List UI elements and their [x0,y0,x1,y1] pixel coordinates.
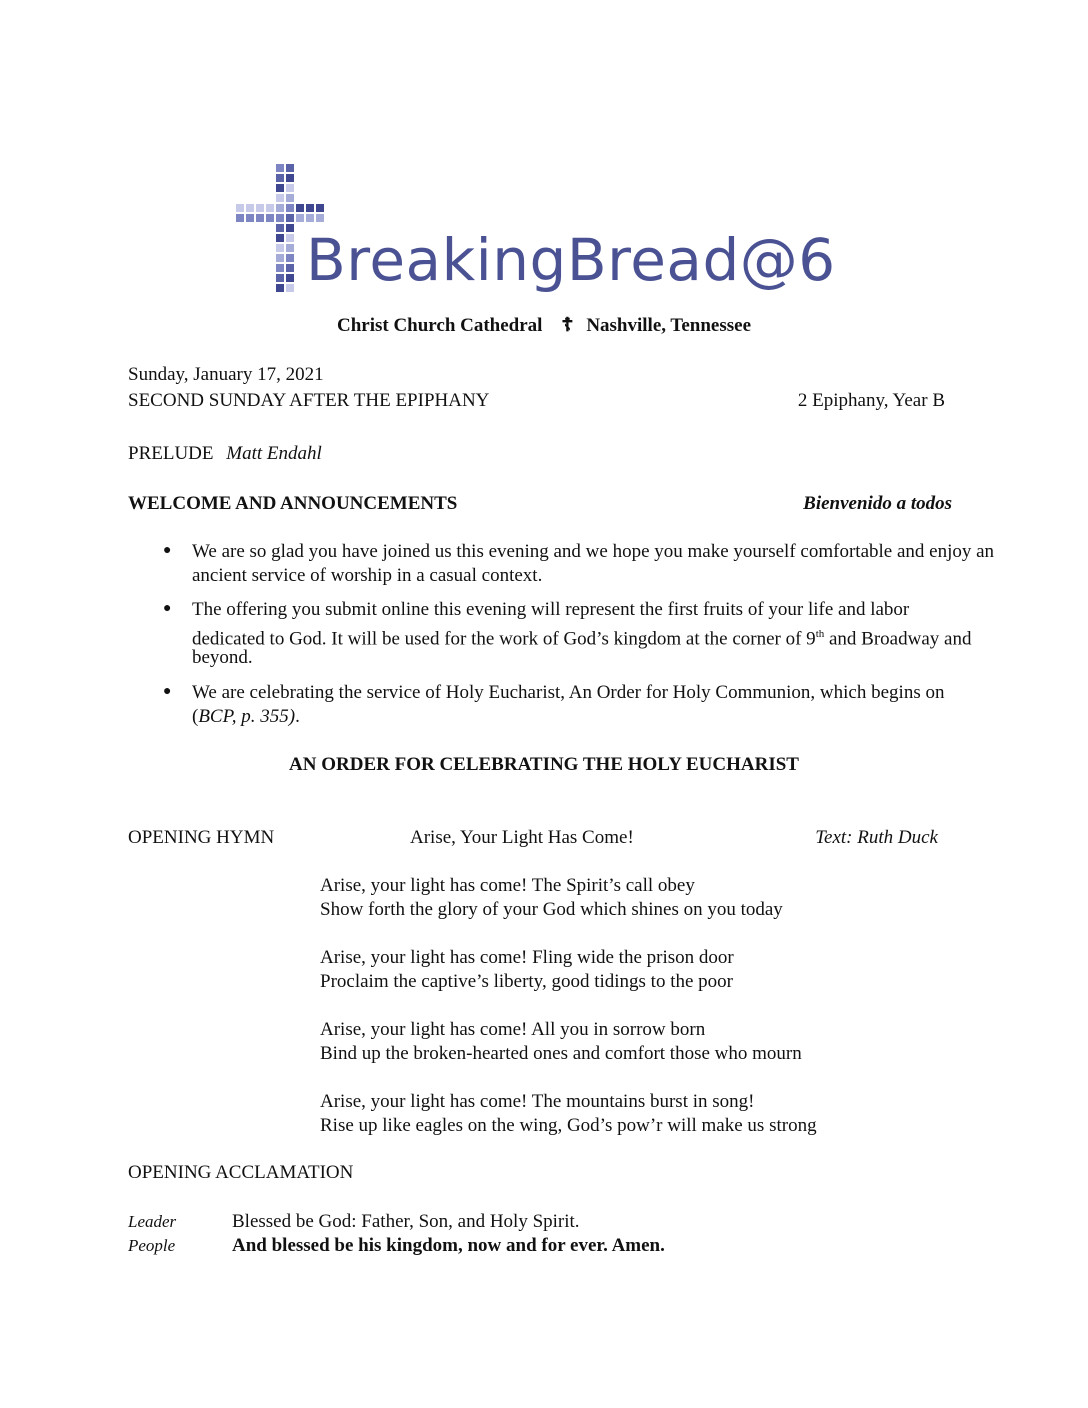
cross-tile [266,204,274,212]
cross-tile [266,214,274,222]
cross-tile [276,194,284,202]
hymn-line: Show forth the glory of your God which shines on you today [320,899,783,920]
cross-tile [276,174,284,182]
cross-tile [246,214,254,222]
hymn-line: Proclaim the captive’s liberty, good tidings to the poor [320,971,733,992]
cross-tile [256,214,264,222]
prelude [128,442,322,466]
cross-tile [296,214,304,222]
bullet-icon: ● [163,543,172,558]
cross-tile [276,184,284,192]
cross-tile [286,174,294,182]
cross-tile [286,194,294,202]
cross-tile [316,214,324,222]
hymn-line: Rise up like eagles on the wing, God’s pow’r will make us strong [320,1115,817,1136]
cross-tile [276,234,284,242]
church-location: Nashville, Tennessee [586,315,752,336]
announcement-line: We are so glad you have joined us this evening and we hope you make yourself comfortable and enjoy an [192,541,995,562]
logo-wordmark: BreakingBread@6 [306,226,836,294]
prelude-label: PRELUDE [128,443,214,464]
bcp-reference: BCP, p. 355) [198,706,296,727]
cross-tile [286,254,294,262]
logo [236,164,866,300]
cross-tile [256,204,264,212]
cross-tile [286,234,294,242]
bullet-icon: ● [163,684,172,699]
announcement-line: We are celebrating the service of Holy Eucharist, An Order for Holy Communion, which begins on [192,682,945,703]
service-date: Sunday, January 17, 2021 [128,364,324,385]
announcement-line: ancient service of worship in a casual context. [192,565,543,586]
cross-tile [286,184,294,192]
hymn-line: Arise, your light has come! The Spirit’s call obey [320,875,695,896]
cross-tile [286,204,294,212]
cross-tile [236,214,244,222]
church-name: Christ Church Cathedral [336,315,543,336]
hymn-line: Arise, your light has come! All you in sorrow born [320,1019,706,1040]
cross-tile [276,274,284,282]
period: . [295,706,300,727]
announcement-line [192,705,300,729]
cross-tile [286,264,294,272]
cross-tile [276,244,284,252]
leader-text: Blessed be God: Father, Son, and Holy Spirit. [232,1211,580,1232]
cross-tile [306,214,314,222]
cross-tile [286,284,294,292]
people-role: People [128,1236,176,1255]
hymn-credit: Text: Ruth Duck [815,827,938,848]
announcement-text: dedicated to God. It will be used for the work of God’s kingdom at the corner of 9 [192,628,816,650]
cross-tile [276,224,284,232]
bullet-icon: ● [163,601,172,616]
cross-separator-icon: ☦ [561,315,574,336]
cross-tile [236,204,244,212]
hymn-line: Bind up the broken-hearted ones and comfort those who mourn [320,1043,802,1064]
cross-tile [246,204,254,212]
announcement-line: beyond. [192,647,253,668]
cross-tile [286,164,294,172]
cross-tile [316,204,324,212]
church-header [0,314,1088,338]
welcome-greeting: Bienvenido a todos [803,493,952,514]
cross-tile [306,204,314,212]
ordinal-superscript: th [815,628,825,640]
cross-tile [276,164,284,172]
cross-tile [276,214,284,222]
welcome-heading: WELCOME AND ANNOUNCEMENTS [128,493,458,514]
hymn-label: OPENING HYMN [128,827,275,848]
leader-role: Leader [128,1212,177,1231]
cross-tile [286,214,294,222]
cross-tile [276,254,284,262]
cross-tile [286,274,294,282]
hymn-line: Arise, your light has come! Fling wide the prison door [320,947,734,968]
announcement-line: The offering you submit online this evening will represent the first fruits of your life and labor [192,599,910,620]
announcement-text: and Broadway and [824,628,972,650]
people-text: And blessed be his kingdom, now and for ever. Amen. [232,1235,665,1256]
announcement-line [192,622,971,651]
order-title: AN ORDER FOR CELEBRATING THE HOLY EUCHARIST [289,754,799,775]
acclamation-label: OPENING ACCLAMATION [128,1162,354,1183]
cross-tile [276,204,284,212]
cross-tile [276,284,284,292]
cross-tile [286,224,294,232]
hymn-line: Arise, your light has come! The mountains burst in song! [320,1091,755,1112]
cross-tile [286,244,294,252]
hymn-title: Arise, Your Light Has Come! [410,827,634,848]
paren: ( [192,706,199,727]
prelude-performer: Matt Endahl [226,443,322,464]
cross-tile [276,264,284,272]
occasion: SECOND SUNDAY AFTER THE EPIPHANY [128,390,490,411]
cross-tile [296,204,304,212]
liturgical-reference: 2 Epiphany, Year B [797,390,945,411]
